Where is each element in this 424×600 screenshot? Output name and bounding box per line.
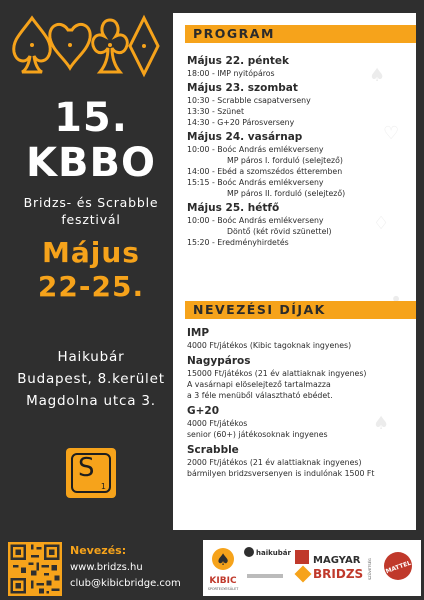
- program-event: MP páros I. forduló (selejtező): [227, 156, 343, 165]
- day-title: Május 25. hétfő: [187, 202, 280, 214]
- day-title: Május 22. péntek: [187, 55, 290, 67]
- fees-heading: NEVEZÉSI DÍJAK: [185, 301, 416, 319]
- info-panel: [173, 13, 416, 530]
- svg-text:SPORTEGYESÜLET: SPORTEGYESÜLET: [207, 587, 239, 591]
- watermark-heart-icon: ♡: [383, 123, 400, 144]
- card-suits-graphic: [10, 10, 160, 80]
- edition-number: 15.: [54, 95, 128, 141]
- watermark-spade-icon: ♠: [369, 65, 386, 86]
- svg-text:MAGYAR: MAGYAR: [313, 555, 361, 566]
- fee-item: [187, 405, 413, 440]
- program-event: 15:20 - Eredményhirdetés: [187, 238, 289, 247]
- mattel-logo: [384, 552, 412, 580]
- fee-detail: a 3 féle menüből választható ebédet.: [187, 391, 333, 400]
- fee-category: G+20: [187, 405, 220, 417]
- program-heading: PROGRAM: [185, 25, 416, 43]
- svg-text:♠: ♠: [215, 550, 231, 569]
- tile-points: 1: [100, 482, 106, 491]
- event-name: KBBO: [26, 140, 156, 186]
- watermark-spade-icon-2: ♠: [373, 413, 390, 434]
- magyar-bridzs-logo: [295, 550, 372, 582]
- qr-code[interactable]: [8, 542, 62, 596]
- footer: [0, 534, 424, 600]
- svg-text:BRIDZS: BRIDZS: [313, 567, 364, 581]
- sponsor-logos-graphic: [203, 540, 421, 596]
- venue-line-2: Budapest, 8.kerület: [17, 371, 165, 387]
- registration-label: Nevezés:: [70, 544, 127, 557]
- scrabble-tile: [66, 448, 116, 498]
- fee-item: [187, 355, 413, 401]
- fee-detail: 15000 Ft/játékos (21 év alattiaknak ingyenes): [187, 369, 367, 378]
- venue-line-1: Haikubár: [57, 349, 125, 365]
- program-day: [187, 202, 413, 248]
- subtitle-line-2: fesztivál: [61, 212, 121, 227]
- program-list: [187, 55, 413, 251]
- fee-detail: 4000 Ft/játékos (Kibic tagoknak ingyenes): [187, 341, 352, 350]
- day-title: Május 24. vasárnap: [187, 131, 303, 143]
- fee-detail: bármilyen bridzsversenyen is indulónak 1500 Ft: [187, 469, 375, 478]
- date-month: Május: [42, 236, 140, 269]
- svg-text:MATTEL: MATTEL: [384, 559, 413, 576]
- program-event: 18:00 - IMP nyitópáros: [187, 69, 275, 78]
- program-event: 13:30 - Szünet: [187, 107, 245, 116]
- tile-letter: S: [78, 453, 95, 483]
- program-event: MP páros II. forduló (selejtező): [227, 189, 346, 198]
- program-day: [187, 55, 413, 79]
- fee-category: Nagypáros: [187, 355, 251, 367]
- email-link[interactable]: club@kibicbridge.com: [70, 578, 181, 589]
- program-event: 14:00 - Ebéd a szomszédos étteremben: [187, 167, 343, 176]
- fees-list: [187, 327, 413, 483]
- website-link[interactable]: www.bridzs.hu: [70, 562, 143, 573]
- day-title: Május 23. szombat: [187, 82, 298, 94]
- watermark-diamond-icon: ♢: [373, 213, 390, 234]
- subtitle-line-1: Bridzs- és Scrabble: [23, 195, 159, 210]
- fee-detail: senior (60+) játékosoknak ingyenes: [187, 430, 328, 439]
- venue-line-3: Magdolna utca 3.: [26, 393, 156, 409]
- program-event: 10:00 - Boóc András emlékverseny: [187, 145, 324, 154]
- program-event: 15:15 - Boóc András emlékverseny: [187, 178, 324, 187]
- fee-item: [187, 327, 413, 351]
- event-dates: [0, 236, 182, 304]
- haikubar-logo: [244, 547, 291, 578]
- sponsor-logos: [203, 540, 421, 596]
- fee-detail: A vasárnapi elöselejtező tartalmazza: [187, 380, 331, 389]
- fee-item: [187, 444, 413, 479]
- fee-category: IMP: [187, 327, 210, 339]
- program-event: 10:00 - Boóc András emlékverseny: [187, 216, 324, 225]
- svg-text:SZÖVETSÉG: SZÖVETSÉG: [368, 558, 372, 580]
- program-event: 10:30 - Scrabble csapatverseny: [187, 96, 311, 105]
- svg-text:KIBIC: KIBIC: [209, 576, 237, 586]
- event-subtitle: [10, 194, 172, 228]
- fee-category: Scrabble: [187, 444, 239, 456]
- fee-detail: 4000 Ft/játékos: [187, 419, 248, 428]
- date-range: 22-25.: [37, 270, 145, 303]
- program-day: [187, 82, 413, 128]
- kibic-logo: [208, 548, 240, 591]
- venue-address: [0, 346, 182, 412]
- fee-detail: 2000 Ft/játékos (21 év alattiaknak ingyenes): [187, 458, 362, 467]
- program-event: 14:30 - G+20 Párosverseny: [187, 118, 295, 127]
- program-day: [187, 131, 413, 199]
- program-event: Döntő (két rövid szünettel): [227, 227, 332, 236]
- svg-text:haikubár: haikubár: [256, 549, 291, 557]
